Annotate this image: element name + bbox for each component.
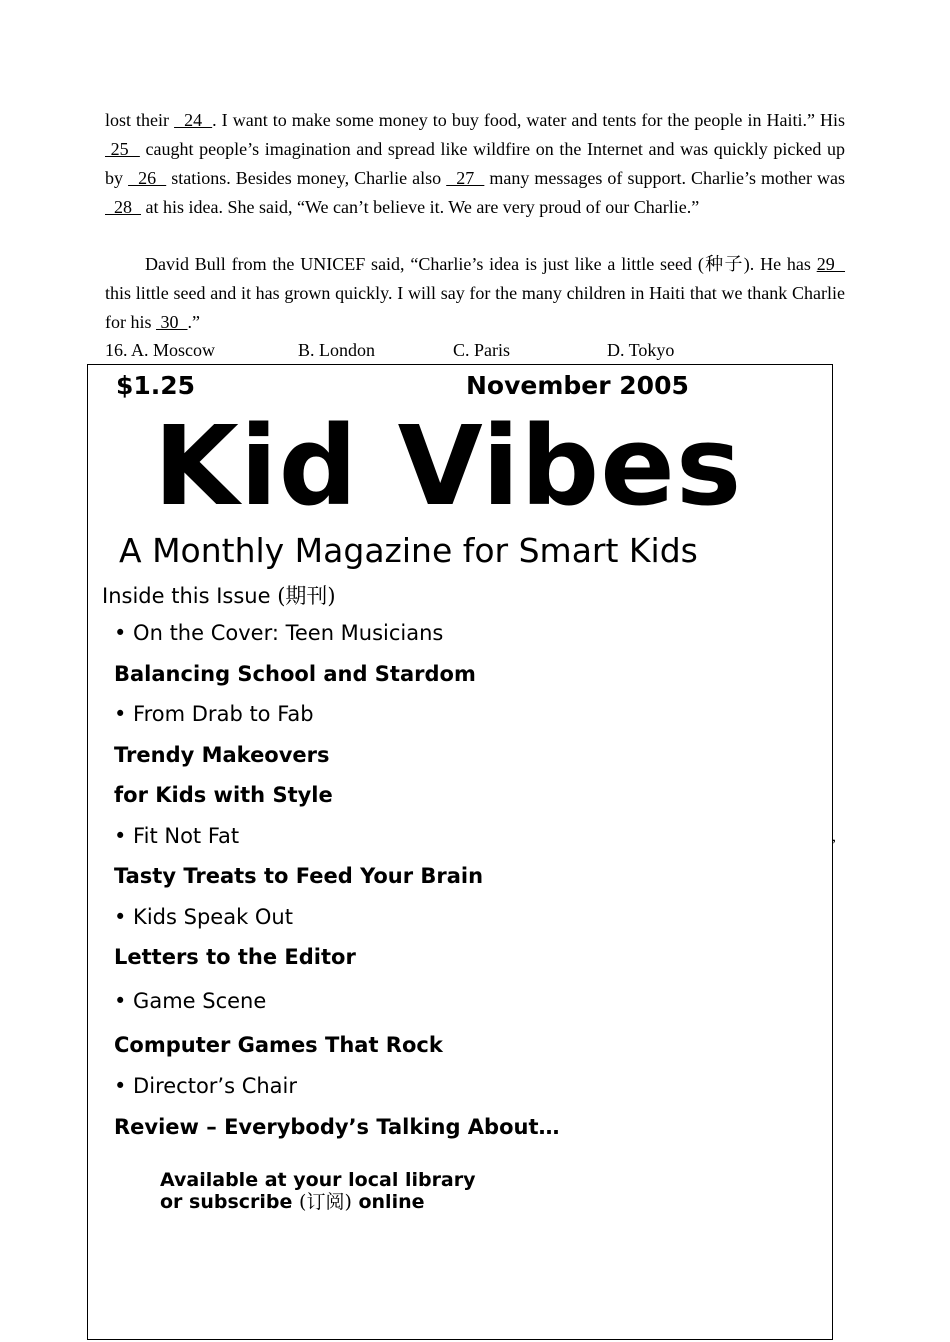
option-a: 16. A. Moscow (105, 340, 216, 360)
contents-item: Computer Games That Rock (114, 1033, 443, 1057)
issue-date: November 2005 (466, 371, 689, 400)
blank-26: 26 (128, 168, 167, 188)
contents-item: • On the Cover: Teen Musicians (114, 621, 444, 645)
blank-25: 25 (105, 139, 140, 159)
contents-item: • Game Scene (114, 989, 267, 1013)
availability-note: Available at your local library or subscribe (订阅) online (160, 1169, 476, 1213)
magazine-subtitle: A Monthly Magazine for Smart Kids (119, 531, 698, 570)
contents-item: Tasty Treats to Feed Your Brain (114, 864, 484, 888)
contents-item: Trendy Makeovers (114, 743, 330, 767)
price: $1.25 (116, 371, 196, 400)
blank-27: 27 (446, 168, 485, 188)
passage-paragraph-1: lost their 24 . I want to make some money to buy food, water and tents for the people in Haiti.” His 25 caught people’s imagination and spread like wildfire on the Internet and was quickly picked up by 26 stations. Besides money, Charlie also 27 many messages of support. Charlie’s mother was 28 at his idea. She said, “We can’t believe it. We are very proud of our Charlie.” (105, 110, 846, 217)
option-d: D. Tokyo (607, 340, 675, 360)
contents-item: • From Drab to Fab (114, 702, 314, 726)
option-b: B. London (298, 340, 376, 360)
contents-item: Review – Everybody’s Talking About… (114, 1115, 560, 1139)
option-c: C. Paris (453, 340, 511, 360)
blank-24: 24 (174, 110, 213, 130)
contents-item: for Kids with Style (114, 783, 333, 807)
blank-29: 29 (816, 254, 846, 274)
magazine-title: Kid Vibes (153, 402, 743, 530)
contents-item: • Fit Not Fat (114, 824, 240, 848)
passage-paragraph-2: David Bull from the UNICEF said, “Charlie’s idea is just like a little seed (种子). He has 29 this little seed and it has grown quickly. I will say for the many children in Haiti that we thank Charlie for his 30 .” (105, 254, 846, 332)
blank-30: 30 (156, 312, 188, 332)
blank-28: 28 (105, 197, 141, 217)
inside-issue-heading: Inside this Issue (期刊) (102, 584, 336, 608)
contents-item: • Director’s Chair (114, 1074, 298, 1098)
magazine-cover (87, 364, 833, 1340)
contents-item: Balancing School and Stardom (114, 662, 476, 686)
contents-item: Letters to the Editor (114, 945, 356, 969)
stray-comma: , (832, 828, 836, 845)
contents-item: • Kids Speak Out (114, 905, 293, 929)
